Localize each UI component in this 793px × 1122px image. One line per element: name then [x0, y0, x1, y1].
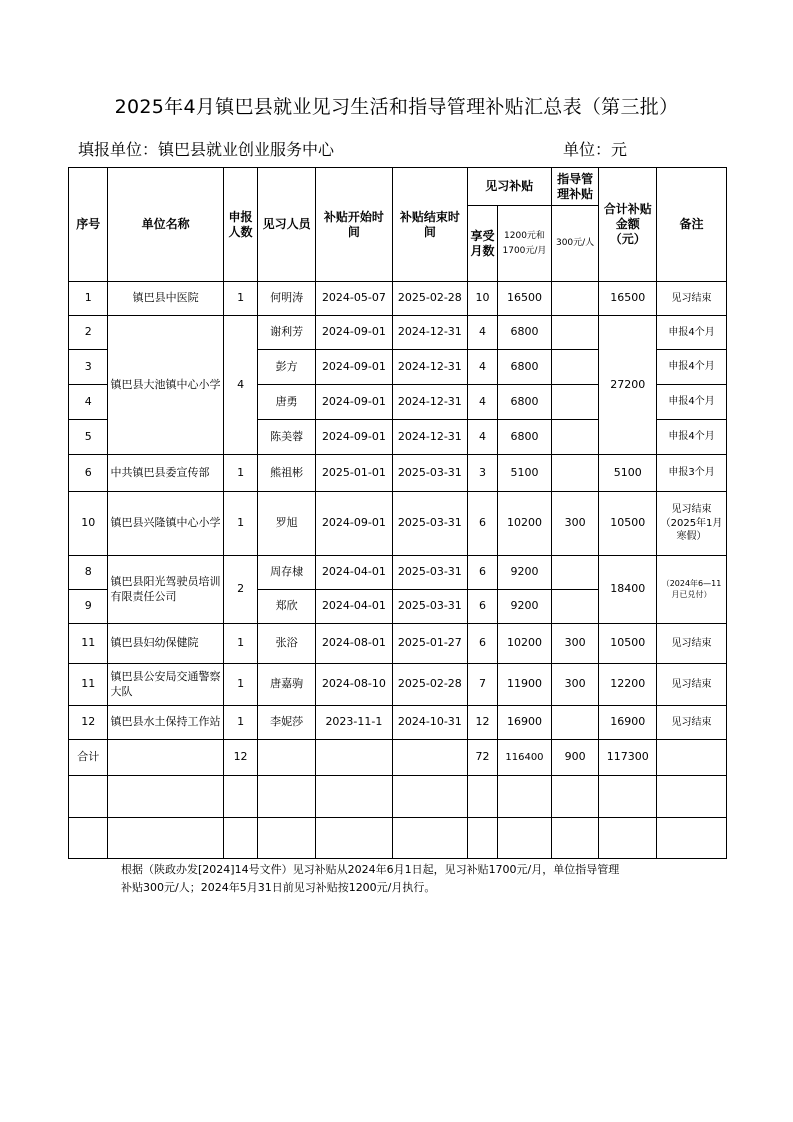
cell-guide — [551, 590, 599, 624]
cell-start: 2024-09-01 — [315, 316, 392, 350]
cell-name: 周存棣 — [258, 556, 316, 590]
cell-name: 张浴 — [258, 624, 316, 664]
cell-end: 2024-12-31 — [392, 316, 467, 350]
cell-name: 罗旭 — [258, 492, 316, 556]
empty-cell — [108, 776, 223, 818]
empty-cell — [551, 818, 599, 859]
cell-months: 4 — [467, 385, 497, 420]
table-row — [69, 282, 727, 316]
cell-subsidy: 5100 — [498, 455, 552, 492]
cell-guide — [551, 556, 599, 590]
cell-count: 4 — [223, 316, 257, 455]
header-monthly-rate: 1200元和1700元/月 — [498, 206, 552, 282]
header-declared: 申报人数 — [223, 168, 257, 282]
cell-org: 镇巴县水土保持工作站 — [108, 706, 223, 740]
sum-row — [69, 740, 727, 776]
table-row — [69, 492, 727, 556]
cell-name: 熊祖彬 — [258, 455, 316, 492]
empty-cell — [599, 818, 657, 859]
empty-cell — [69, 818, 108, 859]
cell-total: 16900 — [599, 706, 657, 740]
cell-subsidy: 9200 — [498, 590, 552, 624]
cell-subsidy: 10200 — [498, 492, 552, 556]
cell-start: 2024-05-07 — [315, 282, 392, 316]
empty-cell — [467, 776, 497, 818]
cell-name: 彭方 — [258, 350, 316, 385]
header-guidance: 指导管理补贴 — [551, 168, 599, 206]
cell-start: 2023-11-1 — [315, 706, 392, 740]
cell-months: 7 — [467, 664, 497, 706]
header-total: 合计补贴金额（元） — [599, 168, 657, 282]
cell-seq: 11 — [69, 624, 108, 664]
cell-seq: 6 — [69, 455, 108, 492]
cell-count: 1 — [223, 492, 257, 556]
cell-start: 2024-09-01 — [315, 420, 392, 455]
empty-cell — [315, 818, 392, 859]
cell-end: 2025-02-28 — [392, 282, 467, 316]
cell-count: 2 — [223, 556, 257, 624]
header-row — [69, 168, 727, 206]
cell-start: 2024-04-01 — [315, 556, 392, 590]
header-guidance-rate: 300元/人 — [551, 206, 599, 282]
cell-guide — [551, 316, 599, 350]
cell-start: 2024-08-10 — [315, 664, 392, 706]
cell-name: 谢利芳 — [258, 316, 316, 350]
cell-name: 唐嘉驹 — [258, 664, 316, 706]
header-start: 补贴开始时间 — [315, 168, 392, 282]
cell-org: 镇巴县阳光驾驶员培训有限责任公司 — [108, 556, 223, 624]
cell-end: 2025-02-28 — [392, 664, 467, 706]
cell-subsidy: 16900 — [498, 706, 552, 740]
cell-end: 2024-12-31 — [392, 420, 467, 455]
empty-cell — [315, 776, 392, 818]
cell-org: 镇巴县兴隆镇中心小学 — [108, 492, 223, 556]
cell-end: 2024-12-31 — [392, 350, 467, 385]
cell-count: 1 — [223, 706, 257, 740]
table-row — [69, 624, 727, 664]
cell-remark: 申报4个月 — [657, 350, 727, 385]
empty-cell — [258, 818, 316, 859]
cell-subsidy: 9200 — [498, 556, 552, 590]
cell-guide: 300 — [551, 492, 599, 556]
cell-end: 2025-03-31 — [392, 455, 467, 492]
cell-total: 16500 — [599, 282, 657, 316]
header-org: 单位名称 — [108, 168, 223, 282]
cell-end: 2024-10-31 — [392, 706, 467, 740]
cell-guide: 300 — [551, 664, 599, 706]
cell-remark: 见习结束 — [657, 282, 727, 316]
cell-remark: （2024年6—11月已兑付） — [657, 556, 727, 624]
cell-remark: 申报4个月 — [657, 420, 727, 455]
cell-count: 1 — [223, 664, 257, 706]
table-row — [69, 664, 727, 706]
cell-start: 2024-08-01 — [315, 624, 392, 664]
header-seq: 序号 — [69, 168, 108, 282]
empty-row — [69, 818, 727, 859]
sum-count: 12 — [223, 740, 257, 776]
cell-guide — [551, 350, 599, 385]
cell-seq: 5 — [69, 420, 108, 455]
footnote-line: 根据（陕政办发[2024]14号文件）见习补贴从2024年6月1日起，见习补贴1700元/月，单位指导管理 — [121, 863, 620, 876]
cell-months: 6 — [467, 492, 497, 556]
currency-unit: 单位：元 — [563, 140, 628, 159]
cell-total: 18400 — [599, 556, 657, 624]
table-row — [69, 556, 727, 590]
cell-guide — [551, 706, 599, 740]
cell-remark: 见习结束 — [657, 664, 727, 706]
cell-guide — [551, 455, 599, 492]
cell-months: 6 — [467, 556, 497, 590]
cell-remark: 申报3个月 — [657, 455, 727, 492]
cell-start: 2024-04-01 — [315, 590, 392, 624]
cell-org: 镇巴县大池镇中心小学 — [108, 316, 223, 455]
cell-subsidy: 6800 — [498, 420, 552, 455]
empty-cell — [108, 818, 223, 859]
header-end: 补贴结束时间 — [392, 168, 467, 282]
cell-total: 10500 — [599, 624, 657, 664]
cell-org: 中共镇巴县委宣传部 — [108, 455, 223, 492]
cell-guide — [551, 420, 599, 455]
cell-seq: 10 — [69, 492, 108, 556]
header-months: 享受月数 — [467, 206, 497, 282]
empty-cell — [599, 776, 657, 818]
empty-cell — [551, 776, 599, 818]
cell-seq: 11 — [69, 664, 108, 706]
cell-seq: 2 — [69, 316, 108, 350]
table-row — [69, 455, 727, 492]
cell-name: 唐勇 — [258, 385, 316, 420]
cell-total: 5100 — [599, 455, 657, 492]
sum-start — [315, 740, 392, 776]
empty-cell — [223, 818, 257, 859]
sum-label: 合计 — [69, 740, 108, 776]
sum-months: 72 — [467, 740, 497, 776]
empty-cell — [498, 776, 552, 818]
cell-remark: 见习结束 — [657, 624, 727, 664]
cell-months: 4 — [467, 420, 497, 455]
subsidy-table — [68, 167, 727, 859]
cell-months: 10 — [467, 282, 497, 316]
empty-cell — [657, 776, 727, 818]
cell-months: 6 — [467, 624, 497, 664]
cell-seq: 9 — [69, 590, 108, 624]
cell-name: 郑欣 — [258, 590, 316, 624]
cell-total: 27200 — [599, 316, 657, 455]
empty-cell — [392, 818, 467, 859]
cell-count: 1 — [223, 455, 257, 492]
cell-months: 4 — [467, 316, 497, 350]
cell-name: 李妮莎 — [258, 706, 316, 740]
sum-end — [392, 740, 467, 776]
empty-cell — [392, 776, 467, 818]
cell-count: 1 — [223, 282, 257, 316]
cell-months: 3 — [467, 455, 497, 492]
cell-end: 2024-12-31 — [392, 385, 467, 420]
cell-end: 2025-03-31 — [392, 556, 467, 590]
sum-subsidy: 116400 — [498, 740, 552, 776]
empty-cell — [467, 818, 497, 859]
header-remark: 备注 — [657, 168, 727, 282]
empty-cell — [223, 776, 257, 818]
cell-start: 2024-09-01 — [315, 350, 392, 385]
cell-remark: 见习结束（2025年1月寒假） — [657, 492, 727, 556]
cell-count: 1 — [223, 624, 257, 664]
cell-start: 2024-09-01 — [315, 492, 392, 556]
cell-org: 镇巴县妇幼保健院 — [108, 624, 223, 664]
cell-end: 2025-03-31 — [392, 492, 467, 556]
cell-remark: 申报4个月 — [657, 316, 727, 350]
cell-months: 4 — [467, 350, 497, 385]
cell-subsidy: 6800 — [498, 385, 552, 420]
header-trainee-subsidy: 见习补贴 — [467, 168, 551, 206]
cell-org: 镇巴县公安局交通警察大队 — [108, 664, 223, 706]
cell-subsidy: 6800 — [498, 350, 552, 385]
sum-org — [108, 740, 223, 776]
cell-subsidy: 16500 — [498, 282, 552, 316]
page-title: 2025年4月镇巴县就业见习生活和指导管理补贴汇总表（第三批） — [114, 96, 679, 118]
cell-months: 12 — [467, 706, 497, 740]
empty-cell — [657, 818, 727, 859]
cell-seq: 8 — [69, 556, 108, 590]
empty-cell — [498, 818, 552, 859]
cell-org: 镇巴县中医院 — [108, 282, 223, 316]
header-trainee: 见习人员 — [258, 168, 316, 282]
cell-seq: 1 — [69, 282, 108, 316]
sum-remark — [657, 740, 727, 776]
cell-remark: 申报4个月 — [657, 385, 727, 420]
table-row — [69, 316, 727, 350]
cell-seq: 3 — [69, 350, 108, 385]
sum-name — [258, 740, 316, 776]
empty-cell — [258, 776, 316, 818]
empty-cell — [69, 776, 108, 818]
cell-subsidy: 11900 — [498, 664, 552, 706]
cell-guide: 300 — [551, 624, 599, 664]
cell-remark: 见习结束 — [657, 706, 727, 740]
cell-total: 10500 — [599, 492, 657, 556]
cell-seq: 12 — [69, 706, 108, 740]
empty-row — [69, 776, 727, 818]
report-unit: 填报单位：镇巴县就业创业服务中心 — [78, 140, 335, 159]
cell-start: 2024-09-01 — [315, 385, 392, 420]
cell-subsidy: 10200 — [498, 624, 552, 664]
cell-months: 6 — [467, 590, 497, 624]
cell-end: 2025-01-27 — [392, 624, 467, 664]
footnote-line: 补贴300元/人；2024年5月31日前见习补贴按1200元/月执行。 — [121, 881, 436, 894]
cell-guide — [551, 385, 599, 420]
cell-guide — [551, 282, 599, 316]
footnote — [121, 861, 681, 897]
cell-total: 12200 — [599, 664, 657, 706]
cell-end: 2025-03-31 — [392, 590, 467, 624]
sum-guide: 900 — [551, 740, 599, 776]
cell-subsidy: 6800 — [498, 316, 552, 350]
cell-name: 陈美蓉 — [258, 420, 316, 455]
cell-name: 何明涛 — [258, 282, 316, 316]
cell-seq: 4 — [69, 385, 108, 420]
sum-total: 117300 — [599, 740, 657, 776]
cell-start: 2025-01-01 — [315, 455, 392, 492]
table-row — [69, 706, 727, 740]
